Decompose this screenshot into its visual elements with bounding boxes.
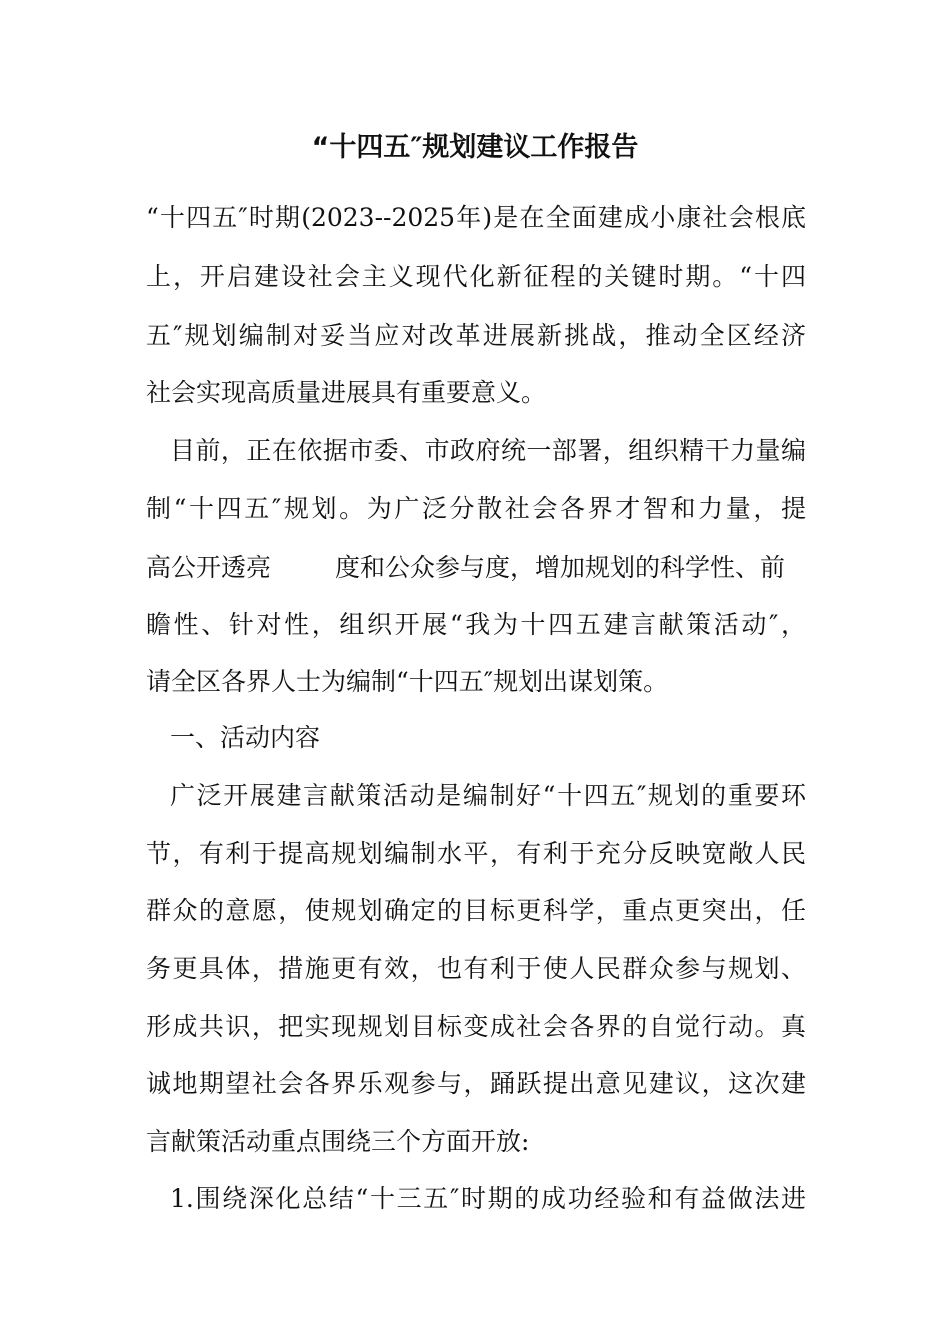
paragraph-line: 五″规划编制对妥当应对改革进展新挑战，推动全区经济 [146,321,806,350]
paragraph-line: 制“十四五″规划。为广泛分散社会各界才智和力量，提 [146,494,806,523]
paragraph-line: 言献策活动重点围绕三个方面开放: [146,1127,530,1156]
paragraph-line: “十四五″时期(2023--2025年)是在全面建成小康社会根底 [146,203,806,232]
section-heading: 一、活动内容 [170,723,321,752]
paragraph-line: 请全区各界人士为编制“十四五″规划出谋划策。 [146,667,669,696]
paragraph-line: 社会实现高质量进展具有重要意义。 [146,378,547,407]
paragraph-line: 节，有利于提高规划编制水平，有利于充分反映宽敞人民 [146,839,806,868]
paragraph-line: 群众的意愿，使规划确定的目标更科学，重点更突出，任 [146,896,806,925]
paragraph-line: 务更具体，措施更有效，也有利于使人民群众参与规划、 [146,954,806,983]
paragraph-line: 诚地期望社会各界乐观参与，踊跃提出意见建议，这次建 [146,1069,806,1098]
paragraph-line: 形成共识，把实现规划目标变成社会各界的自觉行动。真 [146,1012,806,1041]
paragraph-line: 目前，正在依据市委、市政府统一部署，组织精干力量编 [170,436,806,465]
paragraph-line: 上，开启建设社会主义现代化新征程的关键时期。“十四 [146,262,806,291]
list-item-line: 1.围绕深化总结“十三五″时期的成功经验和有益做法进 [170,1184,806,1213]
document-title: “十四五″规划建议工作报告 [311,132,639,163]
paragraph-segment: 度和公众参与度，增加规划的科学性、前 [335,553,786,582]
paragraph-segment: 高公开透亮 [146,553,272,582]
paragraph-line: 瞻性、针对性，组织开展“我为十四五建言献策活动″， [146,610,806,639]
paragraph-line-split [146,548,785,588]
paragraph-line: 广泛开展建言献策活动是编制好“十四五″规划的重要环 [170,781,806,810]
